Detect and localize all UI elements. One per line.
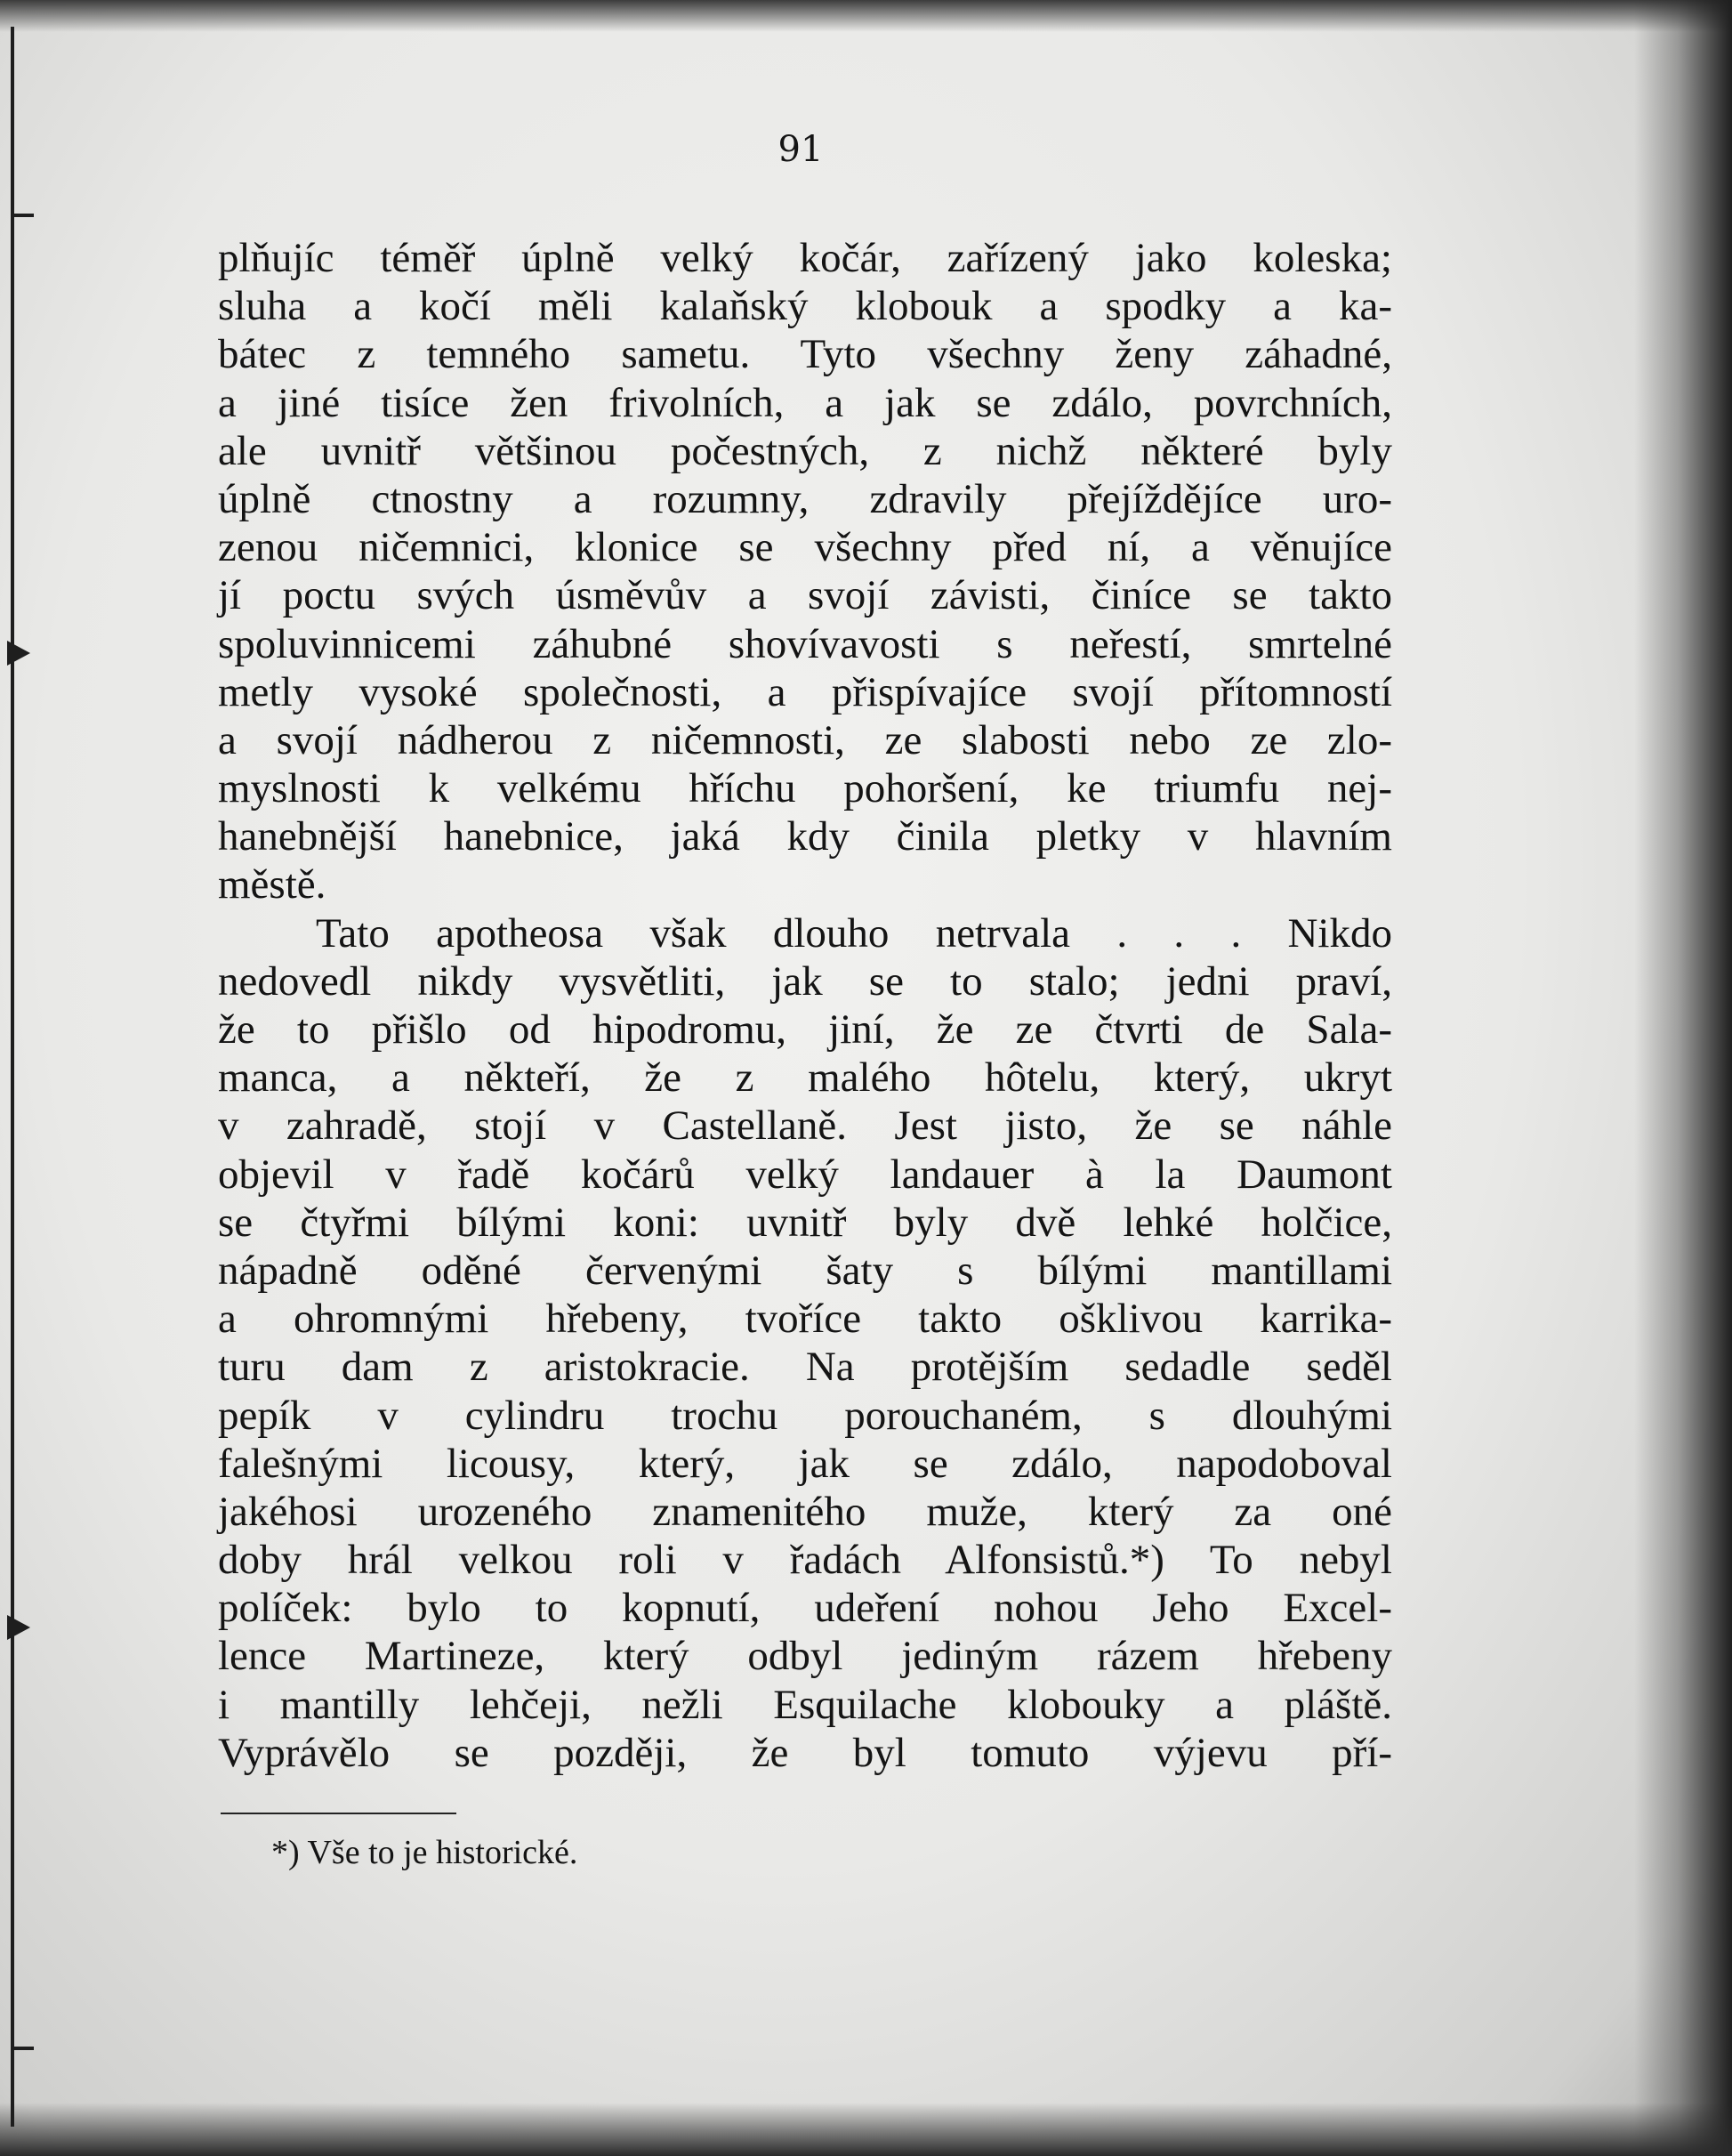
text-line: jakéhosi urozeného znamenitého muže, který za oné [218, 1488, 1392, 1535]
footnote: *) Vše to je historické. [271, 1834, 578, 1871]
bottom-scan-shadow [0, 2103, 1732, 2156]
text-line: falešnými licousy, který, jak se zdálo, napodoboval [218, 1440, 1392, 1487]
text-line: spoluvinnicemi záhubné shovívavosti s neřestí, smrtelné [218, 620, 1392, 667]
text-line: pepík v cylindru trochu porouchaném, s dlouhými [218, 1392, 1392, 1439]
text-line: Vyprávělo se později, že byl tomuto výjevu pří- [218, 1729, 1392, 1776]
text-line: a jiné tisíce žen frivolních, a jak se zdálo, povrchních, [218, 379, 1392, 426]
text-line: nedovedl nikdy vysvětliti, jak se to stalo; jedni praví, [218, 957, 1392, 1005]
margin-arrow-icon [7, 641, 30, 666]
text-line: manca, a někteří, že z malého hôtelu, který, ukryt [218, 1054, 1392, 1102]
text-line: nápadně oděné červenými šaty s bílými mantillami [218, 1247, 1392, 1294]
text-line: objevil v řadě kočárů velký landauer à la Daumont [218, 1151, 1392, 1198]
text-line: Tato apotheosa však dlouho netrvala . . . Nikdo [316, 909, 1392, 957]
text-line: že to přišlo od hipodromu, jiní, že ze čtvrti de Sala- [218, 1006, 1392, 1053]
text-line: se čtyřmi bílými koni: uvnitř byly dvě lehké holčice, [218, 1199, 1392, 1246]
margin-arrow-icon [7, 1615, 30, 1640]
page-number: 91 [777, 129, 824, 170]
text-line: i mantilly lehčeji, nežli Esquilache klobouky a pláště. [218, 1681, 1392, 1728]
body-text [218, 234, 1392, 1777]
text-line: políček: bylo to kopnutí, udeření nohou Jeho Excel- [218, 1585, 1392, 1632]
text-line: doby hrál velkou roli v řadách Alfonsistů.*) To nebyl [218, 1537, 1392, 1584]
text-line: sluha a kočí měli kalaňský klobouk a spodky a ka- [218, 283, 1392, 330]
text-line: a ohromnými hřebeny, tvoříce takto ošklivou karrika- [218, 1296, 1392, 1343]
footnote-divider [221, 1813, 456, 1814]
text-line: městě. [218, 861, 326, 908]
top-scan-shadow [0, 0, 1732, 32]
text-line: bátec z temného sametu. Tyto všechny ženy záhadné, [218, 331, 1392, 378]
text-line: turu dam z aristokracie. Na protějším sedadle seděl [218, 1344, 1392, 1391]
text-line: metly vysoké společnosti, a přispívajíce svojí přítomností [218, 668, 1392, 715]
margin-tick-mark [11, 2047, 34, 2050]
text-line: myslnosti k velkému hříchu pohoršení, ke triumfu nej- [218, 765, 1392, 812]
text-line: zenou ničemnici, klonice se všechny před ní, a věnujíce [218, 524, 1392, 571]
margin-tick-mark [11, 214, 34, 217]
text-line: v zahradě, stojí v Castellaně. Jest jisto, že se náhle [218, 1102, 1392, 1150]
right-scan-shadow [1634, 0, 1732, 2156]
text-line: úplně ctnostny a rozumny, zdravily přejíždějíce uro- [218, 475, 1392, 522]
text-line: plňujíc téměř úplně velký kočár, zařízený jako koleska; [218, 235, 1392, 281]
text-line: a svojí nádherou z ničemnosti, ze slabosti nebo ze zlo- [218, 716, 1392, 763]
text-line: hanebnější hanebnice, jaká kdy činila pletky v hlavním [218, 813, 1392, 860]
text-line: lence Martineze, který odbyl jediným rázem hřebeny [218, 1633, 1392, 1680]
text-line: jí poctu svých úsměvův a svojí závisti, činíce se takto [218, 572, 1392, 619]
binding-edge-line [11, 27, 14, 2127]
text-line: ale uvnitř většinou počestných, z nichž některé byly [218, 427, 1392, 474]
